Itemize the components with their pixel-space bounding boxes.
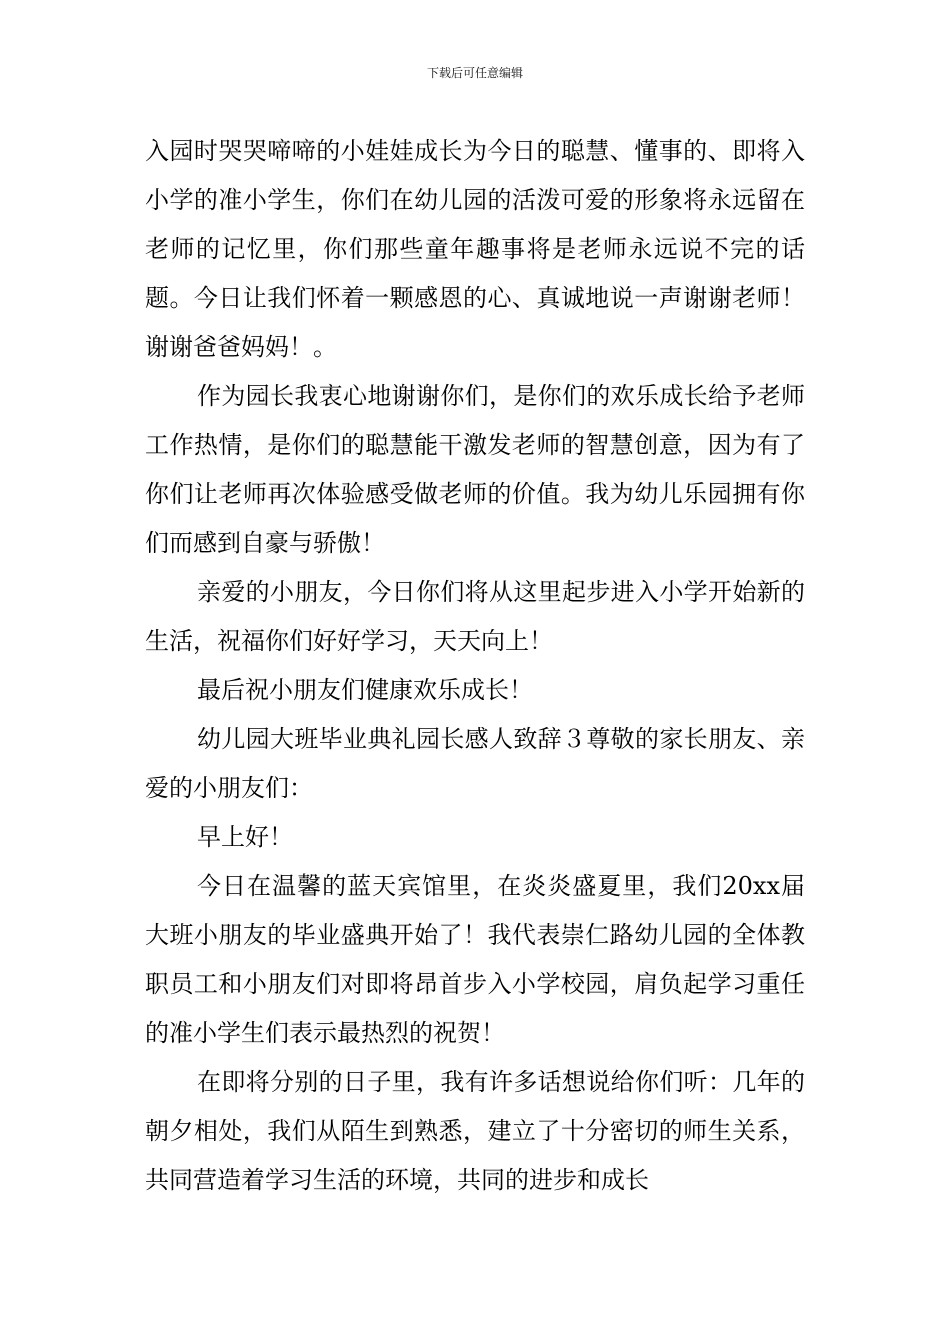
paragraph-5: 幼儿园大班毕业典礼园长感人致辞３尊敬的家长朋友、亲爱的小朋友们： (145, 725, 805, 802)
paragraph-8: 在即将分别的日子里，我有许多话想说给你们听：几年的朝夕相处，我们从陌生到熟悉，建立了十分密切的师生关系，共同营造着学习生活的环境，共同的进步和成长 (145, 1068, 805, 1194)
paragraph-2: 作为园长我衷心地谢谢你们，是你们的欢乐成长给予老师工作热情，是你们的聪慧能干激发老师的智慧创意，因为有了你们让老师再次体验感受做老师的价值。我为幼儿乐园拥有你们而感到自豪与骄傲！ (145, 382, 805, 557)
document-body (145, 127, 805, 1205)
paragraph-7: 今日在温馨的蓝天宾馆里，在炎炎盛夏里，我们20xx届大班小朋友的毕业盛典开始了！我代表崇仁路幼儿园的全体教职员工和小朋友们对即将昂首步入小学校园，肩负起学习重任的准小学生们表示最热烈的祝贺！ (145, 872, 805, 1047)
paragraph-4: 最后祝小朋友们健康欢乐成长！ (197, 676, 533, 704)
paragraph-6: 早上好！ (197, 823, 293, 851)
paragraph-1: 入园时哭哭啼啼的小娃娃成长为今日的聪慧、懂事的、即将入小学的准小学生，你们在幼儿园的活泼可爱的形象将永远留在老师的记忆里，你们那些童年趣事将是老师永远说不完的话题。今日让我们怀着一颗感恩的心、真诚地说一声谢谢老师！谢谢爸爸妈妈！。 (145, 137, 805, 361)
page-header: 下载后可任意编辑 (426, 66, 523, 80)
paragraph-3: 亲爱的小朋友，今日你们将从这里起步进入小学开始新的生活，祝福你们好好学习，天天向上！ (145, 578, 805, 655)
